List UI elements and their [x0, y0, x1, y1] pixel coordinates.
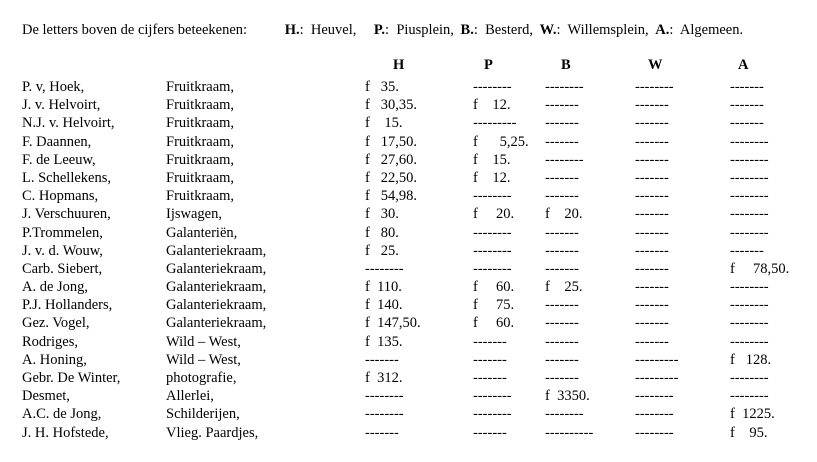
trade-cell: Galanteriekraam,	[166, 297, 267, 314]
legend-line	[22, 22, 746, 39]
amount-a-cell: f 95.	[730, 424, 768, 441]
legend-entry-b: B.: Besterd,	[460, 22, 534, 38]
amount-b-cell: --------	[545, 151, 584, 168]
table-row	[0, 406, 817, 424]
amount-b-cell: -------	[545, 297, 579, 314]
person-name-cell: Carb. Siebert,	[22, 260, 103, 277]
amount-p-cell: --------	[473, 260, 512, 277]
table-row	[0, 315, 817, 333]
amount-w-cell: -------	[635, 297, 669, 314]
person-name-cell: A. de Jong,	[22, 279, 89, 296]
amount-a-cell: --------	[730, 315, 769, 332]
amount-a-cell: --------	[730, 297, 769, 314]
table-row	[0, 206, 817, 224]
amount-h-cell: f 54,98.	[365, 188, 417, 205]
person-name-cell: A. Honing,	[22, 351, 87, 368]
amount-a-cell: -------	[730, 79, 764, 95]
amount-b-cell: ----------	[545, 424, 594, 441]
person-name-cell: Gez. Vogel,	[22, 315, 90, 332]
amount-h-cell: f 17,50.	[365, 133, 417, 150]
person-name-cell: P.Trommelen,	[22, 224, 103, 241]
table-row	[0, 152, 817, 170]
amount-h-cell: f 135.	[365, 333, 403, 350]
trade-cell: Galanteriekraam,	[166, 260, 267, 277]
table-row	[0, 261, 817, 279]
amount-h-cell: f 80.	[365, 224, 399, 241]
amount-h-cell: f 22,50.	[365, 169, 417, 186]
amount-a-cell: --------	[730, 370, 769, 386]
legend-value: Besterd,	[485, 22, 534, 38]
amount-w-cell: --------	[635, 424, 674, 441]
amount-b-cell: -------	[545, 260, 579, 277]
fees-table	[0, 57, 817, 443]
amount-w-cell: --------	[635, 406, 674, 423]
person-name-cell: Desmet,	[22, 388, 70, 405]
amount-a-cell: f 1225.	[730, 406, 775, 423]
trade-cell: Schilderijen,	[166, 406, 240, 423]
amount-w-cell: ---------	[635, 351, 679, 368]
amount-w-cell: -------	[635, 97, 669, 114]
amount-b-cell: f 3350.	[545, 388, 590, 405]
person-name-cell: P. v, Hoek,	[22, 79, 85, 95]
amount-h-cell: -------	[365, 424, 399, 441]
amount-a-cell: -------	[730, 242, 764, 259]
amount-h-cell: f 147,50.	[365, 315, 421, 332]
amount-a-cell: -------	[730, 97, 764, 114]
person-name-cell: Rodriges,	[22, 333, 78, 350]
amount-h-cell: --------	[365, 260, 404, 277]
person-name-cell: N.J. v. Helvoirt,	[22, 115, 115, 132]
person-name-cell: Gebr. De Winter,	[22, 370, 121, 386]
trade-cell: Fruitkraam,	[166, 188, 235, 205]
column-header-w: W	[648, 57, 663, 73]
table-row	[0, 425, 817, 443]
table-row	[0, 115, 817, 133]
amount-h-cell: -------	[365, 351, 399, 368]
person-name-cell: C. Hopmans,	[22, 188, 99, 205]
amount-h-cell: f 30.	[365, 206, 399, 223]
amount-a-cell: f 78,50.	[730, 260, 790, 277]
amount-a-cell: f 128.	[730, 351, 772, 368]
amount-b-cell: -------	[545, 351, 579, 368]
amount-b-cell: -------	[545, 224, 579, 241]
amount-w-cell: -------	[635, 315, 669, 332]
trade-cell: Wild – West,	[166, 333, 241, 350]
amount-b-cell: -------	[545, 133, 579, 150]
legend-entry-a: A.: Algemeen.	[655, 22, 744, 38]
amount-w-cell: -------	[635, 151, 669, 168]
trade-cell: Wild – West,	[166, 351, 241, 368]
table-row	[0, 79, 817, 97]
column-header-a: A	[738, 57, 749, 73]
trade-cell: photografie,	[166, 370, 237, 386]
amount-a-cell: --------	[730, 151, 769, 168]
legend-entry-p: P.: Piusplein,	[373, 22, 454, 38]
amount-h-cell: f 30,35.	[365, 97, 417, 114]
amount-p-cell: ---------	[473, 115, 517, 132]
amount-a-cell: --------	[730, 224, 769, 241]
table-row	[0, 134, 817, 152]
amount-a-cell: --------	[730, 279, 769, 296]
legend-value: Heuvel,	[310, 22, 357, 38]
amount-a-cell: --------	[730, 388, 769, 405]
trade-cell: Fruitkraam,	[166, 133, 235, 150]
amount-b-cell: -------	[545, 242, 579, 259]
table-row	[0, 225, 817, 243]
table-row	[0, 188, 817, 206]
amount-a-cell: --------	[730, 169, 769, 186]
amount-p-cell: f 5,25.	[473, 133, 529, 150]
amount-b-cell: -------	[545, 115, 579, 132]
table-body	[0, 79, 817, 443]
table-row	[0, 334, 817, 352]
table-row	[0, 97, 817, 115]
amount-p-cell: f 75.	[473, 297, 515, 314]
amount-h-cell: --------	[365, 406, 404, 423]
amount-h-cell: f 15.	[365, 115, 403, 132]
amount-p-cell: --------	[473, 406, 512, 423]
legend-key: W.	[539, 22, 557, 38]
legend-value: Willemsplein,	[567, 22, 649, 38]
amount-w-cell: --------	[635, 79, 674, 95]
table-row	[0, 370, 817, 388]
amount-b-cell: -------	[545, 315, 579, 332]
trade-cell: Allerlei,	[166, 388, 214, 405]
person-name-cell: J. v. Helvoirt,	[22, 97, 101, 114]
amount-p-cell: --------	[473, 242, 512, 259]
amount-b-cell: -------	[545, 188, 579, 205]
legend-key: B.	[460, 22, 474, 38]
legend-intro: De letters boven de cijfers beteekenen:	[22, 22, 248, 38]
person-name-cell: J. v. d. Wouw,	[22, 242, 103, 259]
amount-b-cell: -------	[545, 169, 579, 186]
trade-cell: Galanteriën,	[166, 224, 238, 241]
amount-w-cell: -------	[635, 333, 669, 350]
amount-h-cell: --------	[365, 388, 404, 405]
amount-w-cell: -------	[635, 279, 669, 296]
legend-key: P.	[373, 22, 386, 38]
trade-cell: Fruitkraam,	[166, 151, 235, 168]
amount-w-cell: -------	[635, 206, 669, 223]
legend-key: A.	[655, 22, 670, 38]
person-name-cell: P.J. Hollanders,	[22, 297, 113, 314]
amount-h-cell: f 27,60.	[365, 151, 417, 168]
table-row	[0, 243, 817, 261]
table-row	[0, 352, 817, 370]
amount-p-cell: -------	[473, 424, 507, 441]
amount-p-cell: --------	[473, 188, 512, 205]
person-name-cell: J. Verschuuren,	[22, 206, 111, 223]
amount-b-cell: -------	[545, 370, 579, 386]
amount-p-cell: --------	[473, 224, 512, 241]
amount-a-cell: -------	[730, 115, 764, 132]
amount-p-cell: --------	[473, 79, 512, 95]
person-name-cell: F. de Leeuw,	[22, 151, 96, 168]
amount-p-cell: f 12.	[473, 97, 511, 114]
person-name-cell: A.C. de Jong,	[22, 406, 102, 423]
table-row	[0, 170, 817, 188]
table-header-row	[0, 57, 817, 79]
amount-p-cell: -------	[473, 351, 507, 368]
column-header-p: P	[484, 57, 493, 73]
trade-cell: Vlieg. Paardjes,	[166, 424, 259, 441]
table-row	[0, 297, 817, 315]
legend-key: H.	[284, 22, 300, 38]
amount-p-cell: f 60.	[473, 279, 515, 296]
legend-entry-w: W.: Willemsplein,	[539, 22, 649, 38]
amount-h-cell: f 25.	[365, 242, 399, 259]
legend-value: Piusplein,	[396, 22, 454, 38]
amount-p-cell: f 12.	[473, 169, 511, 186]
amount-p-cell: f 60.	[473, 315, 515, 332]
column-header-h: H	[393, 57, 405, 73]
amount-p-cell: --------	[473, 388, 512, 405]
trade-cell: Fruitkraam,	[166, 79, 235, 95]
table-row	[0, 388, 817, 406]
amount-w-cell: -------	[635, 169, 669, 186]
trade-cell: Ijswagen,	[166, 206, 222, 223]
amount-p-cell: f 15.	[473, 151, 511, 168]
amount-w-cell: -------	[635, 115, 669, 132]
trade-cell: Galanteriekraam,	[166, 315, 267, 332]
amount-h-cell: f 35.	[365, 79, 399, 95]
amount-b-cell: -------	[545, 333, 579, 350]
amount-w-cell: -------	[635, 242, 669, 259]
amount-w-cell: -------	[635, 188, 669, 205]
amount-w-cell: ---------	[635, 370, 679, 386]
trade-cell: Galanteriekraam,	[166, 242, 267, 259]
amount-a-cell: --------	[730, 188, 769, 205]
amount-a-cell: --------	[730, 133, 769, 150]
amount-b-cell: --------	[545, 79, 584, 95]
column-header-b: B	[561, 57, 571, 73]
amount-b-cell: -------	[545, 97, 579, 114]
amount-w-cell: --------	[635, 388, 674, 405]
person-name-cell: L. Schellekens,	[22, 169, 111, 186]
trade-cell: Fruitkraam,	[166, 115, 235, 132]
amount-p-cell: -------	[473, 370, 507, 386]
legend-value: Algemeen.	[679, 22, 744, 38]
amount-a-cell: --------	[730, 333, 769, 350]
person-name-cell: J. H. Hofstede,	[22, 424, 109, 441]
amount-w-cell: -------	[635, 133, 669, 150]
amount-a-cell: --------	[730, 206, 769, 223]
amount-h-cell: f 312.	[365, 370, 403, 386]
amount-b-cell: --------	[545, 406, 584, 423]
trade-cell: Fruitkraam,	[166, 169, 235, 186]
amount-b-cell: f 25.	[545, 279, 583, 296]
legend-entry-h: H.: Heuvel,	[284, 22, 357, 38]
table-row	[0, 279, 817, 297]
amount-p-cell: f 20.	[473, 206, 515, 223]
trade-cell: Galanteriekraam,	[166, 279, 267, 296]
amount-h-cell: f 140.	[365, 297, 403, 314]
amount-b-cell: f 20.	[545, 206, 583, 223]
trade-cell: Fruitkraam,	[166, 97, 235, 114]
person-name-cell: F. Daannen,	[22, 133, 92, 150]
amount-h-cell: f 110.	[365, 279, 402, 296]
amount-w-cell: -------	[635, 224, 669, 241]
amount-w-cell: -------	[635, 260, 669, 277]
amount-p-cell: -------	[473, 333, 507, 350]
